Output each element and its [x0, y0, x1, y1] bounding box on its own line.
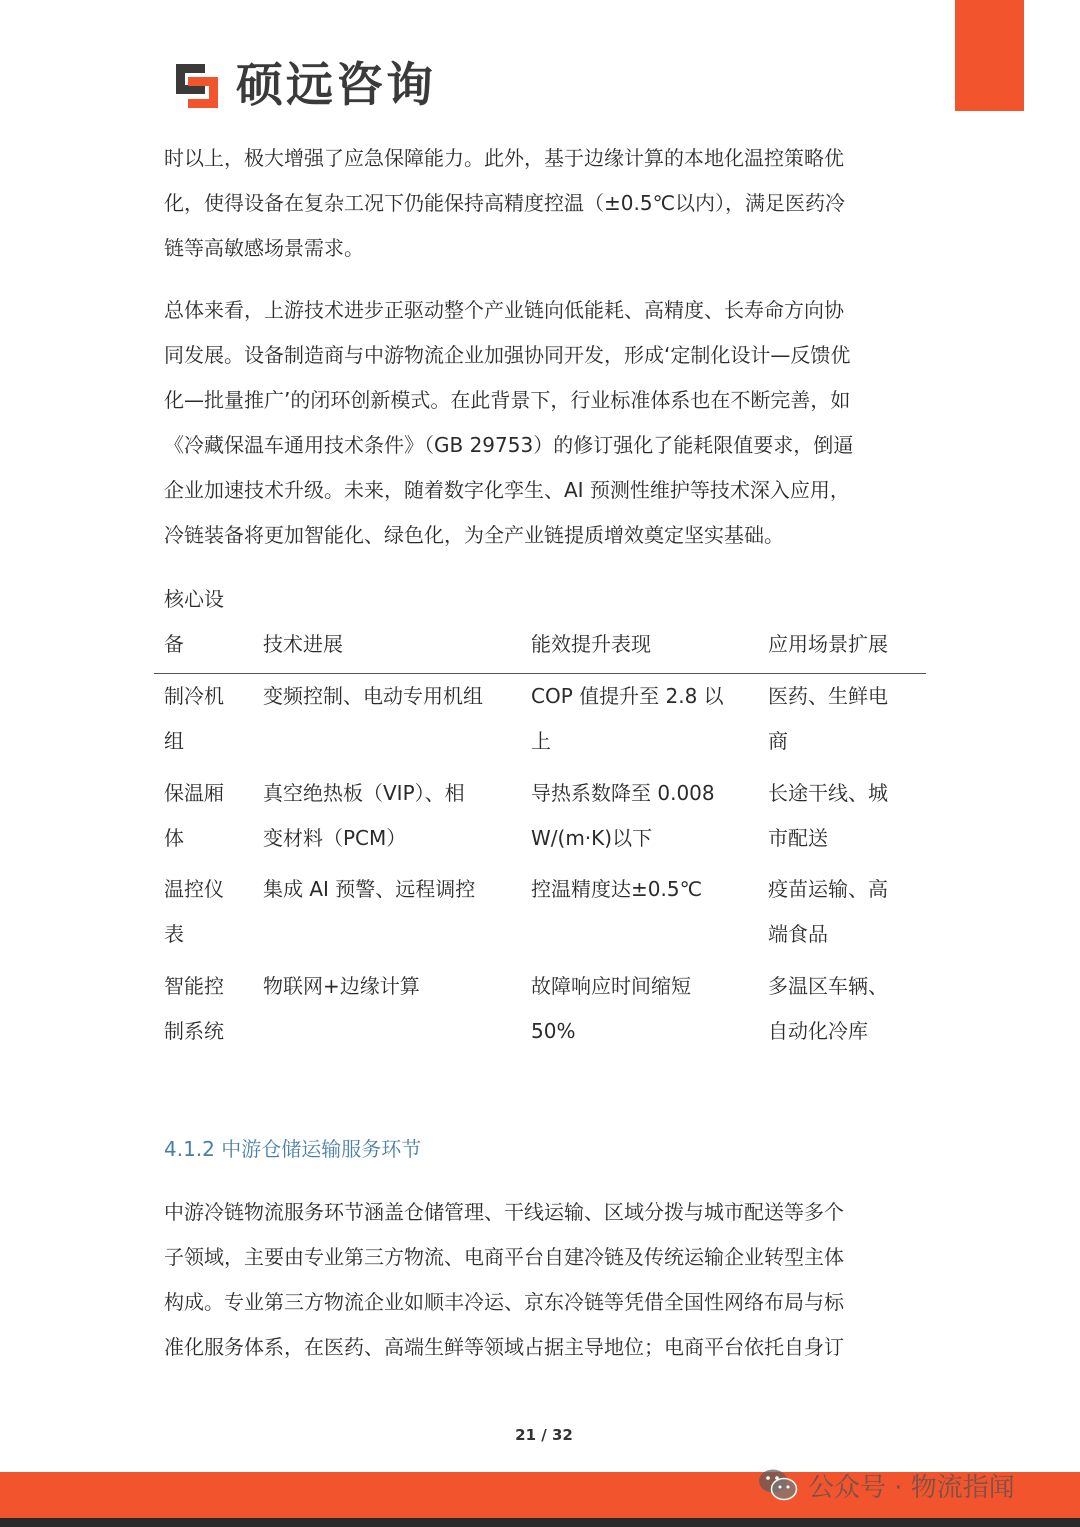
cell-line: 制冷机 [164, 684, 224, 708]
cell-line: 变频控制、电动专用机组 [263, 684, 483, 708]
cell-line: 技术进展 [263, 632, 343, 656]
table-cell-tech-progress [263, 771, 465, 861]
cell-line: COP 值提升至 2.8 以 [531, 684, 724, 708]
cell-line: 应用场景扩展 [768, 632, 888, 656]
cell-line: 智能控 [164, 973, 224, 998]
cell-line: 保温厢 [164, 780, 224, 805]
cell-line: W/(m·K)以下 [531, 825, 653, 850]
text-line: 《冷藏保温车通用技术条件》（GB 29753）的修订强化了能耗限值要求，倒逼 [164, 433, 854, 457]
cell-line: 疫苗运输、高 [768, 877, 888, 901]
text-line: 总体来看，上游技术进步正驱动整个产业链向低能耗、高精度、长寿命方向协 [164, 298, 844, 322]
watermark-text: 公众号 · 物流指闻 [808, 1472, 1015, 1503]
table-cell-efficiency [531, 867, 702, 912]
table-cell-application [768, 867, 888, 957]
text-line: 时以上，极大增强了应急保障能力。此外，基于边缘计算的本地化温控策略优 [164, 146, 844, 170]
table-cell-efficiency [531, 964, 691, 1054]
text-line: 准化服务体系，在医药、高端生鲜等领域占据主导地位；电商平台依托自身订 [164, 1335, 844, 1359]
text-line: 企业加速技术升级。未来，随着数字化孪生、AI 预测性维护等技术深入应用， [164, 478, 850, 502]
cell-line: 变材料（PCM） [263, 825, 407, 850]
footer-dark-strip [0, 1518, 1080, 1527]
table-cell-application [768, 771, 888, 861]
table-cell-tech-progress [263, 867, 475, 912]
page-number: 21 / 32 [515, 1426, 573, 1444]
logo-icon [176, 61, 226, 111]
text-line: 化，使得设备在复杂工况下仍能保持高精度控温（±0.5℃以内），满足医药冷 [164, 191, 846, 215]
text-line: 同发展。设备制造商与中游物流企业加强协同开发，形成‘定制化设计—反馈优 [164, 343, 851, 367]
body-paragraph-3 [164, 1190, 914, 1370]
table-cell-application [768, 964, 888, 1054]
cell-line: 导热系数降至 0.008 [531, 780, 715, 805]
text-line: 子领域，主要由专业第三方物流、电商平台自建冷链及传统运输企业转型主体 [164, 1245, 844, 1269]
cell-line: 制系统 [164, 1018, 224, 1043]
table-header-tech-progress [263, 622, 343, 667]
table-header-application [768, 622, 888, 667]
text-line: 构成。专业第三方物流企业如顺丰冷运、京东冷链等凭借全国性网络布局与标 [164, 1290, 844, 1314]
table-cell-equipment [164, 867, 224, 957]
cell-line: 能效提升表现 [531, 632, 651, 656]
table-cell-application [768, 674, 888, 764]
text-line: 化—批量推广’的闭环创新模式。在此背景下，行业标准体系也在不断完善，如 [164, 388, 851, 412]
table-cell-efficiency [531, 771, 715, 861]
cell-line: 长途干线、城 [768, 780, 888, 805]
cell-line: 温控仪 [164, 877, 224, 901]
cell-line: 自动化冷库 [768, 1018, 868, 1043]
logo-text: 硕远咨询 [236, 58, 436, 113]
company-logo [176, 58, 436, 114]
cell-line: 真空绝热板（VIP）、相 [263, 780, 465, 805]
text-line: 冷链装备将更加智能化、绿色化，为全产业链提质增效奠定坚实基础。 [164, 523, 784, 547]
table-cell-tech-progress [263, 674, 483, 719]
cell-line: 端食品 [768, 922, 828, 946]
table-cell-tech-progress [263, 964, 420, 1009]
text-line: 链等高敏感场景需求。 [164, 236, 364, 260]
cell-line: 市配送 [768, 825, 828, 850]
body-paragraph-2 [164, 288, 914, 558]
cell-line: 商 [768, 729, 788, 753]
table-cell-equipment [164, 674, 224, 764]
cell-line: 控温精度达±0.5℃ [531, 877, 703, 901]
cell-line: 核心设 [164, 587, 224, 611]
cell-line: 50% [531, 1018, 576, 1043]
cell-line: 上 [531, 729, 551, 753]
cell-line: 集成 AI 预警、远程调控 [263, 877, 476, 901]
body-paragraph-1 [164, 136, 914, 271]
cell-line: 物联网+边缘计算 [263, 973, 420, 998]
cell-line: 组 [164, 729, 184, 753]
wechat-icon [758, 1468, 798, 1502]
cell-line: 故障响应时间缩短 [531, 973, 691, 998]
table-cell-equipment [164, 771, 224, 861]
cell-line: 表 [164, 922, 184, 946]
table-cell-equipment [164, 964, 224, 1054]
table-cell-efficiency [531, 674, 724, 764]
text-line: 中游冷链物流服务环节涵盖仓储管理、干线运输、区域分拨与城市配送等多个 [164, 1200, 844, 1224]
header-accent-block [955, 0, 1024, 111]
cell-line: 备 [164, 632, 184, 656]
section-heading: 4.1.2 中游仓储运输服务环节 [164, 1137, 422, 1161]
table-header-efficiency [531, 622, 651, 667]
wechat-watermark [758, 1465, 1015, 1505]
cell-line: 体 [164, 825, 184, 850]
cell-line: 医药、生鲜电 [768, 684, 888, 708]
table-header-equipment [164, 577, 224, 667]
cell-line: 多温区车辆、 [768, 973, 888, 998]
